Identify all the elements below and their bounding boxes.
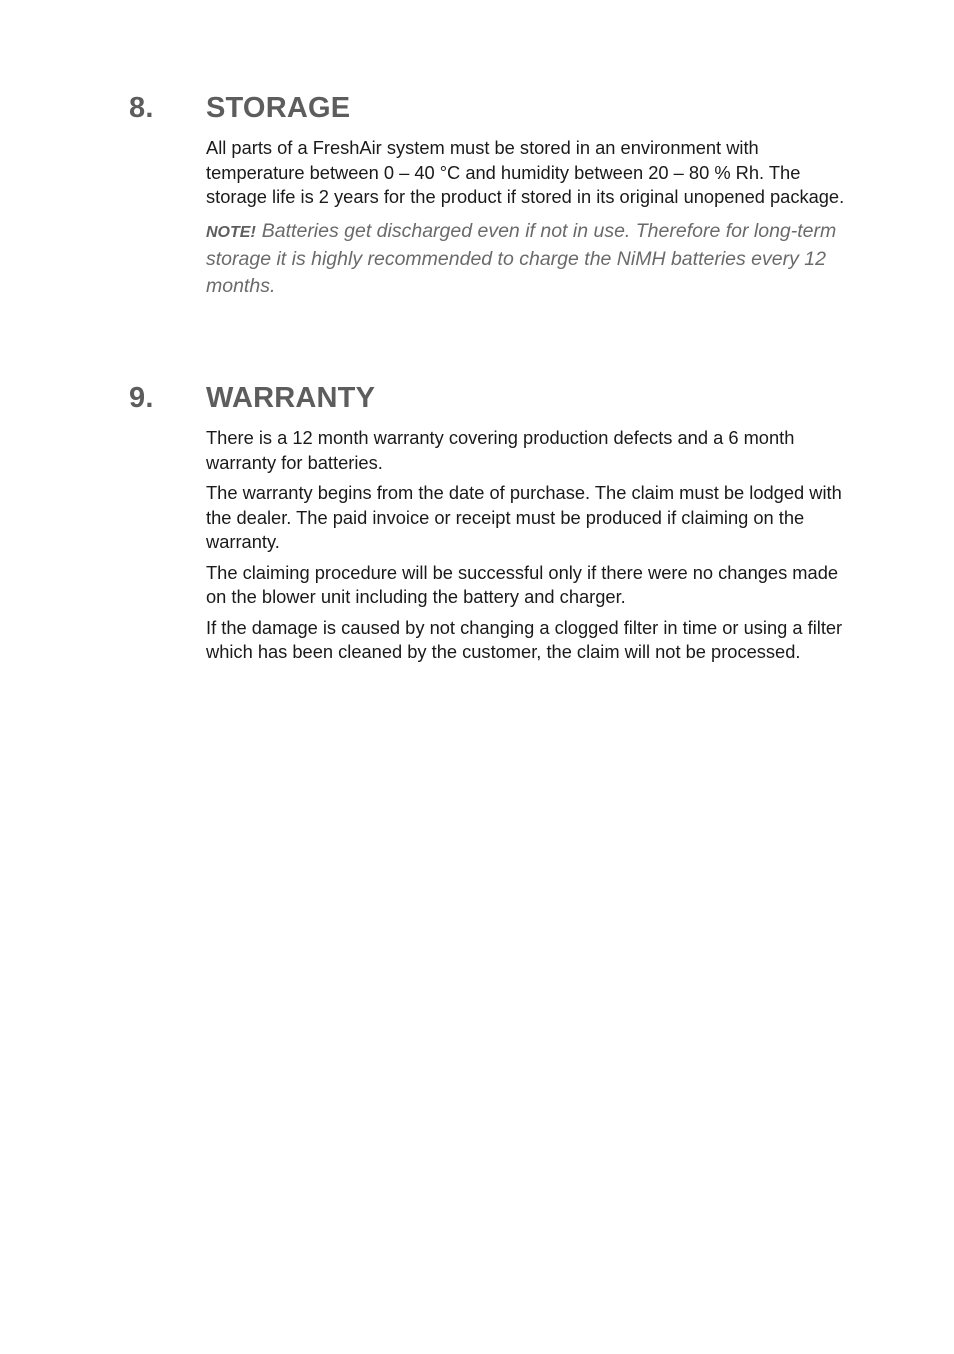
storage-heading xyxy=(0,88,954,132)
storage-section-title: STORAGE xyxy=(206,92,351,124)
warranty-body xyxy=(206,426,856,671)
storage-note xyxy=(206,218,856,300)
warranty-section-number: 9. xyxy=(129,382,154,414)
warranty-section-title: WARRANTY xyxy=(206,382,376,414)
storage-paragraph: All parts of a FreshAir system must be stored in an environment with temperature between 0 – 40 °C and humidity between 20 – 80 % Rh. The storage life is 2 years for the product if stored in its original unopened package. xyxy=(206,137,845,207)
storage-body xyxy=(206,136,856,300)
warranty-paragraph-1: There is a 12 month warranty covering production defects and a 6 month warranty for batteries. xyxy=(206,427,795,473)
warranty-heading xyxy=(0,378,954,422)
storage-section-number: 8. xyxy=(129,92,154,124)
note-label: NOTE! xyxy=(206,223,256,241)
note-text: Batteries get discharged even if not in use. Therefore for long-term storage it is highly recommended to charge the NiMH batteries every 12 months. xyxy=(206,219,837,297)
storage-section xyxy=(0,88,954,297)
warranty-paragraph-3: The claiming procedure will be successful only if there were no changes made on the blower unit including the battery and charger. xyxy=(206,561,839,607)
warranty-paragraph-4: If the damage is caused by not changing a clogged filter in time or using a filter which has been cleaned by the customer, the claim will not be processed. xyxy=(206,616,843,662)
warranty-section xyxy=(0,378,954,662)
warranty-paragraph-2: The warranty begins from the date of purchase. The claim must be lodged with the dealer. The paid invoice or receipt must be produced if claiming on the warranty. xyxy=(206,482,842,552)
